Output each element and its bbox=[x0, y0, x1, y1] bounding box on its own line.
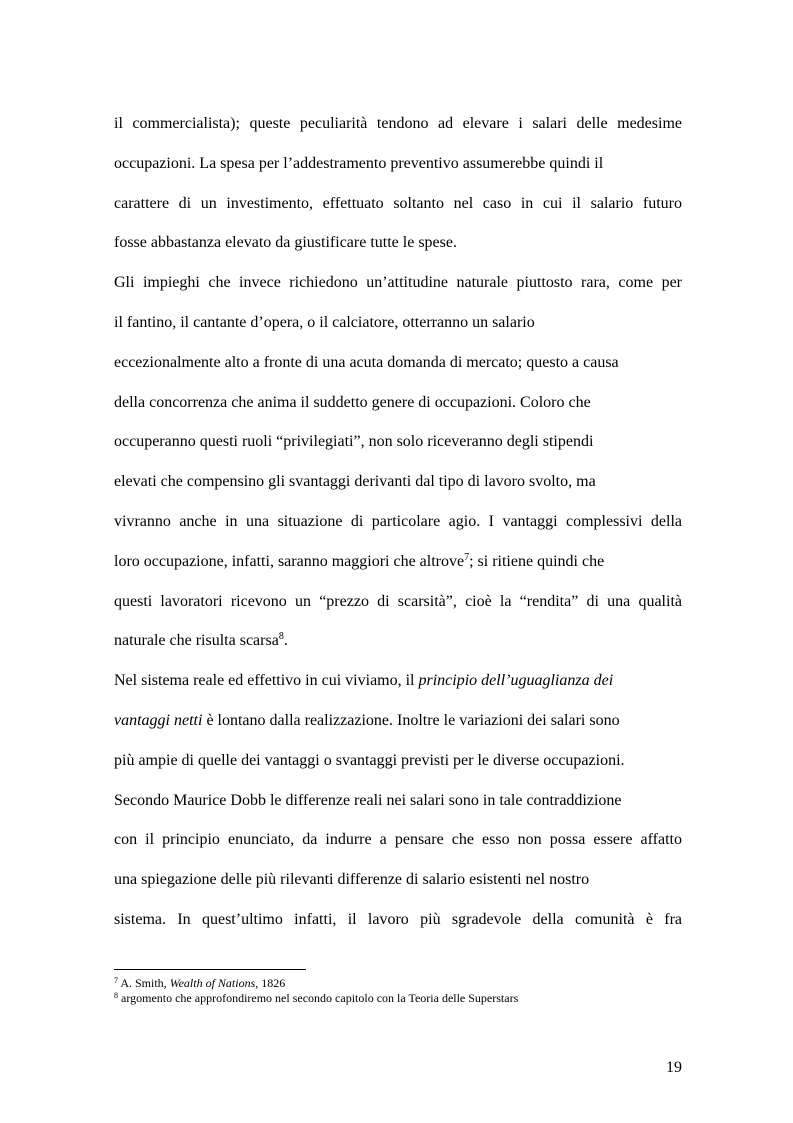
footnote-7 bbox=[114, 976, 682, 991]
text-line: occuperanno questi ruoli “privilegiati”, non solo riceveranno degli stipendi bbox=[114, 433, 594, 451]
text-line: Gli impieghi che invece richiedono un’attitudine naturale piuttosto rara, come per bbox=[114, 274, 682, 292]
text-segment: loro occupazione, infatti, saranno maggiori che altrove bbox=[114, 552, 465, 570]
text-line: carattere di un investimento, effettuato soltanto nel caso in cui il salario futuro bbox=[114, 194, 682, 212]
text-line: della concorrenza che anima il suddetto genere di occupazioni. Coloro che bbox=[114, 393, 591, 411]
footnote-number: 7 bbox=[114, 976, 118, 985]
book-title: Wealth of Nations bbox=[169, 976, 256, 990]
text-line bbox=[114, 542, 682, 582]
footnote-ref-8[interactable]: 8 bbox=[278, 631, 284, 643]
text-line: occupazioni. La spesa per l’addestramento preventivo assumerebbe quindi il bbox=[114, 154, 604, 172]
text-line: il fantino, il cantante d’opera, o il calciatore, otterranno un salario bbox=[114, 313, 535, 331]
text-segment: naturale che risulta scarsa bbox=[114, 632, 279, 650]
text-line: sistema. In quest’ultimo infatti, il lavoro più sgradevole della comunità è fra bbox=[114, 910, 682, 928]
text-line: vivranno anche in una situazione di particolare agio. I vantaggi complessivi della bbox=[114, 512, 682, 530]
text-line: una spiegazione delle più rilevanti differenze di salario esistenti nel nostro bbox=[114, 871, 590, 889]
footnote-text: A. Smith, bbox=[120, 976, 170, 990]
text-line: Secondo Maurice Dobb le differenze reali nei salari sono in tale contraddizione bbox=[114, 791, 622, 809]
italic-term: principio dell’uguaglianza dei bbox=[418, 672, 614, 690]
footnote-number: 8 bbox=[114, 991, 118, 1000]
text-line: eccezionalmente alto a fronte di una acuta domanda di mercato; questo a causa bbox=[114, 353, 619, 371]
text-segment: ; si ritiene quindi che bbox=[469, 552, 605, 570]
footnote-ref-7[interactable]: 7 bbox=[464, 551, 470, 563]
footnote-text: argomento che approfondiremo nel secondo capitolo con la Teoria delle Superstars bbox=[121, 991, 519, 1005]
text-segment: è lontano dalla realizzazione. Inoltre le variazioni dei salari sono bbox=[202, 711, 620, 729]
text-line bbox=[114, 621, 682, 661]
text-line bbox=[114, 661, 682, 701]
text-line: con il principio enunciato, da indurre a pensare che esso non possa essere affatto bbox=[114, 831, 682, 849]
footnote-separator bbox=[114, 969, 306, 970]
italic-term: vantaggi netti bbox=[114, 711, 203, 729]
footnote-text: , 1826 bbox=[255, 976, 286, 990]
text-line: questi lavoratori ricevono un “prezzo di scarsità”, cioè la “rendita” di una qualità bbox=[114, 592, 682, 610]
text-segment: . bbox=[283, 632, 288, 650]
footnotes bbox=[114, 976, 682, 1006]
text-segment: Nel sistema reale ed effettivo in cui viviamo, il bbox=[114, 672, 419, 690]
text-line bbox=[114, 701, 682, 741]
page-number: 19 bbox=[666, 1059, 682, 1076]
text-line: il commercialista); queste peculiarità tendono ad elevare i salari delle medesime bbox=[114, 115, 682, 132]
footnote-8 bbox=[114, 991, 682, 1006]
text-line: più ampie di quelle dei vantaggi o svantaggi previsti per le diverse occupazioni. bbox=[114, 751, 625, 769]
body-text bbox=[114, 104, 682, 940]
text-line: fosse abbastanza elevato da giustificare tutte le spese. bbox=[114, 234, 457, 252]
text-line: elevati che compensino gli svantaggi derivanti dal tipo di lavoro svolto, ma bbox=[114, 473, 596, 491]
